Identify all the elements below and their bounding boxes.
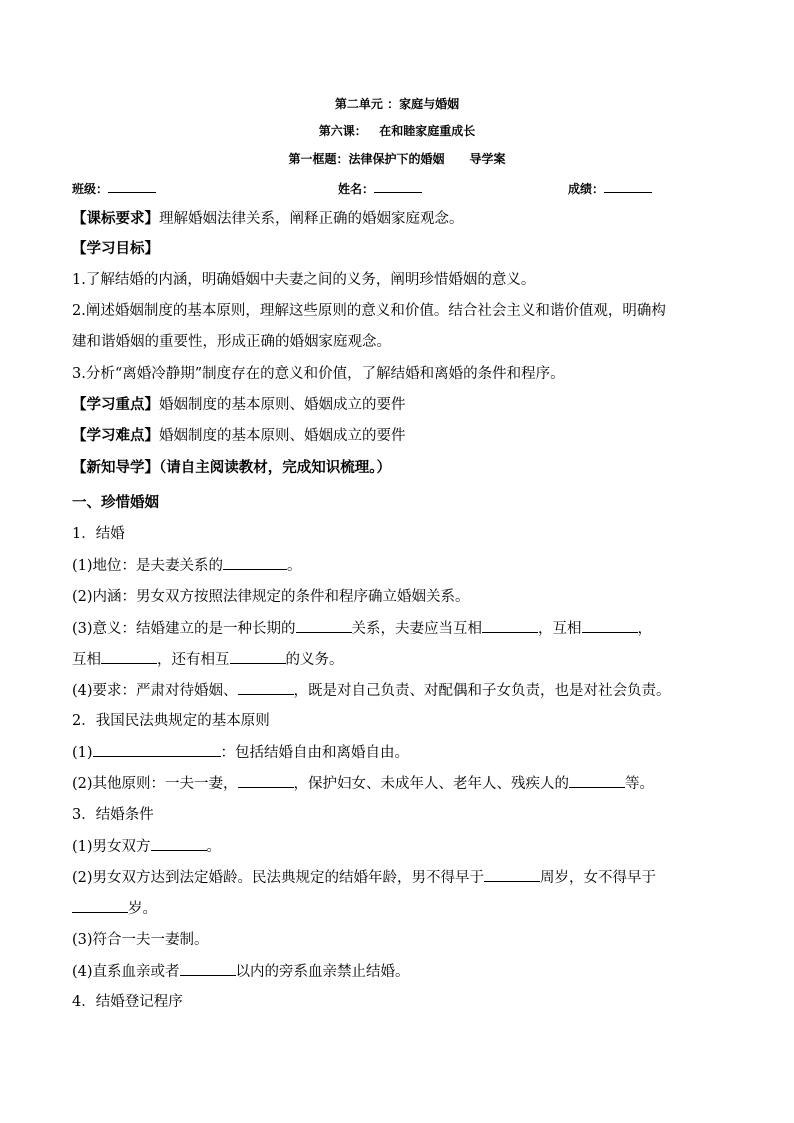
condition-4-text-2: 以内的旁系血亲禁止结婚。 — [235, 964, 410, 980]
fill-blank[interactable] — [151, 836, 207, 851]
student-info-row — [72, 179, 722, 197]
condition-2-line-2 — [72, 898, 722, 919]
fill-blank[interactable] — [223, 555, 287, 570]
fill-blank[interactable] — [238, 680, 294, 695]
key-points-label: 【学习重点】 — [72, 396, 159, 413]
principle-1-line — [72, 742, 722, 763]
unit-title: 第二单元 ：家庭与婚姻 — [334, 97, 460, 111]
condition-1-line — [72, 836, 722, 857]
marriage-status-line — [72, 555, 722, 576]
name-label: 姓名： — [338, 182, 375, 196]
condition-2-line — [72, 867, 722, 888]
standards-line — [72, 209, 722, 229]
name-blank[interactable] — [374, 179, 422, 193]
fill-blank[interactable] — [238, 773, 294, 788]
principle-2-text-2: ，保护妇女、未成年人、老年人、残疾人的 — [293, 776, 570, 792]
difficulties-text: 婚姻制度的基本原则、婚姻成立的要件 — [159, 428, 406, 444]
fill-blank[interactable] — [484, 867, 540, 882]
condition-2-text: (2)男女双方达到法定婚龄。民法典规定的结婚年龄，男不得早于 — [72, 870, 485, 886]
guide-label: 【新知导学】 — [72, 459, 159, 476]
objective-2-line-2: 建和谐婚姻的重要性，形成正确的婚姻家庭观念。 — [72, 334, 391, 350]
fill-blank[interactable] — [582, 618, 638, 633]
section-1-heading: 一、珍惜婚姻 — [72, 495, 159, 511]
fill-blank[interactable] — [180, 961, 236, 976]
fill-blank[interactable] — [482, 618, 538, 633]
objective-2-line-1: 2.阐述婚姻制度的基本原则，理解这些原则的意义和价值。结合社会主义和谐价值观，明确构 — [72, 303, 666, 319]
subheading-conditions: 3．结婚条件 — [72, 807, 154, 823]
objectives-label: 【学习目标】 — [72, 240, 159, 257]
principle-1-number: (1) — [72, 745, 93, 761]
fill-blank[interactable] — [101, 649, 157, 664]
fill-blank[interactable] — [569, 773, 625, 788]
key-points-text: 婚姻制度的基本原则、婚姻成立的要件 — [159, 397, 406, 413]
key-points-line — [72, 395, 722, 415]
condition-1-text: (1)男女双方 — [72, 839, 151, 855]
grade-label: 成绩： — [568, 182, 605, 196]
marriage-meaning-line: (2)内涵：男女双方按照法律规定的条件和程序确立婚姻关系。 — [72, 589, 470, 605]
objective-1: 1.了解结婚的内涵，明确婚姻中夫妻之间的义务，阐明珍惜婚姻的意义。 — [72, 272, 536, 288]
subheading-registration: 4．结婚登记程序 — [72, 994, 183, 1010]
punctuation: ， — [637, 621, 653, 637]
significance-text-2: 关系，夫妻应当互相 — [351, 621, 483, 637]
marriage-significance-line — [72, 618, 722, 639]
condition-4-line — [72, 961, 722, 982]
name-field — [338, 179, 422, 198]
class-field — [72, 179, 156, 198]
significance-text: (3)意义：结婚建立的是一种长期的 — [72, 621, 296, 637]
guide-text: （请自主阅读教材，完成知识梳理。） — [159, 460, 391, 476]
punctuation: 。 — [206, 839, 222, 855]
objective-3: 3.分析“离婚冷静期”制度存在的意义和价值，了解结婚和离婚的条件和程序。 — [72, 366, 565, 382]
condition-2-text-2: 周岁，女不得早于 — [540, 870, 657, 886]
class-blank[interactable] — [108, 179, 156, 193]
principle-2-text: (2)其他原则：一夫一妻， — [72, 776, 238, 792]
grade-blank[interactable] — [604, 179, 652, 193]
significance-text-3: ，互相 — [538, 621, 582, 637]
punctuation: 。 — [287, 558, 302, 574]
fill-blank[interactable] — [72, 898, 128, 913]
principle-2-text-3: 等。 — [625, 776, 655, 792]
section-title: 第一框题：法律保护下的婚姻 导学案 — [288, 152, 506, 166]
significance-text-6: 的义务。 — [285, 652, 344, 668]
requirement-text: (4)要求：严肃对待婚姻、 — [72, 683, 238, 699]
guide-line — [72, 458, 722, 478]
significance-text-4: 互相 — [72, 652, 101, 668]
marriage-status-text: (1)地位：是夫妻关系的 — [72, 558, 224, 574]
class-label: 班级： — [72, 182, 109, 196]
subheading-principles: 2．我国民法典规定的基本原则 — [72, 713, 270, 729]
condition-2-text-3: 岁。 — [128, 901, 157, 917]
subheading-marriage: 1．结婚 — [72, 526, 125, 542]
marriage-requirement-line — [72, 680, 722, 701]
difficulties-line — [72, 426, 722, 446]
grade-field — [568, 179, 652, 198]
difficulties-label: 【学习难点】 — [72, 427, 159, 444]
lesson-title: 第六课： 在和睦家庭重成长 — [318, 124, 476, 138]
standards-text: 理解婚姻法律关系，阐释正确的婚姻家庭观念。 — [159, 211, 464, 227]
fill-blank[interactable] — [93, 742, 221, 757]
principle-2-line — [72, 773, 722, 794]
condition-3-line: (3)符合一夫一妻制。 — [72, 932, 209, 948]
fill-blank[interactable] — [296, 618, 352, 633]
requirement-text-2: ，既是对自己负责、对配偶和子女负责，也是对社会负责。 — [293, 683, 671, 699]
fill-blank[interactable] — [230, 649, 286, 664]
standards-label: 【课标要求】 — [72, 210, 159, 227]
condition-4-text: (4)直系血亲或者 — [72, 964, 180, 980]
principle-1-text: ：包括结婚自由和离婚自由。 — [220, 745, 410, 761]
marriage-significance-line-2 — [72, 649, 722, 670]
significance-text-5: ，还有相互 — [157, 652, 230, 668]
